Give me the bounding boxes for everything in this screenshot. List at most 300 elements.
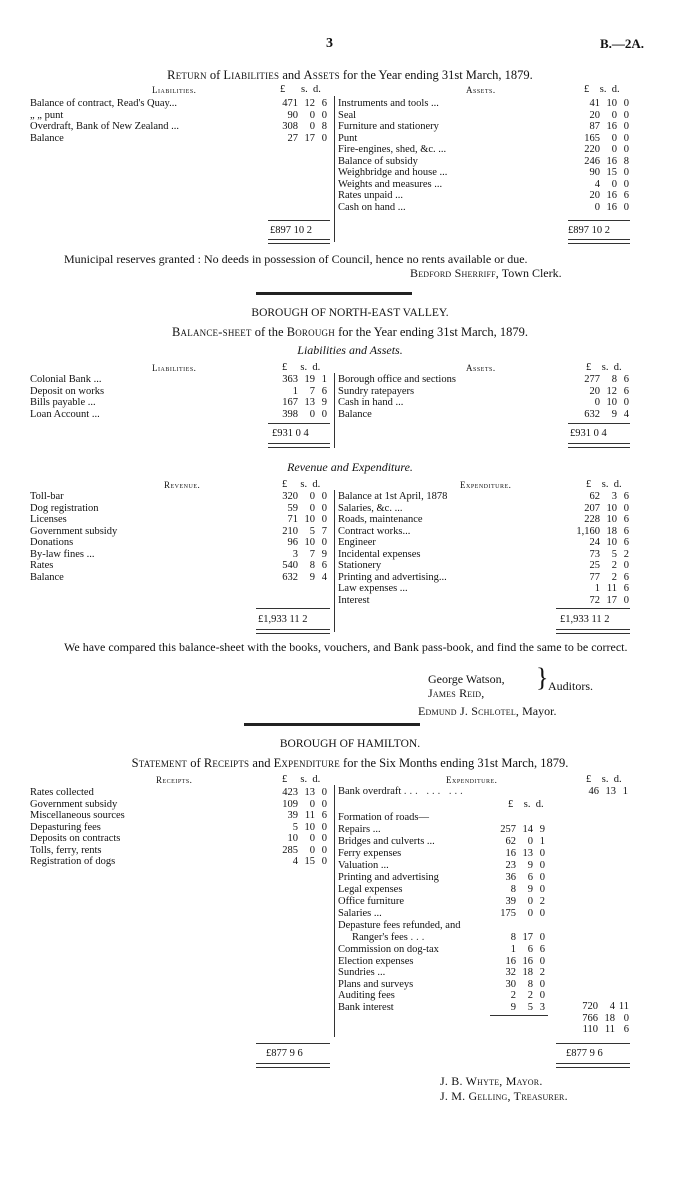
- s2-liability-row-shillings: 19: [304, 374, 315, 385]
- s1-liability-row-pence: 0: [321, 132, 327, 144]
- s3-item2-row-label: Auditing fees: [338, 990, 395, 1001]
- s1-asset-row-shillings: 0: [611, 144, 617, 155]
- s2-liability-row-pounds: 363: [282, 374, 298, 385]
- s1-asset-row-label: Punt: [338, 132, 358, 144]
- s2-revenue-row-label: Balance: [30, 571, 64, 583]
- s1-liabilities-header: Liabilities.: [152, 85, 197, 95]
- s3-item-row-pence: 0: [539, 872, 545, 883]
- s3-receipts-header: Receipts.: [156, 775, 193, 785]
- s2-expenditure-row-shillings: 10: [606, 502, 617, 514]
- s3-item-row-label: Repairs ...: [338, 824, 381, 835]
- s3-currency-header-exp: £ s. d.: [586, 774, 622, 785]
- s3-item-row-shillings: 14: [522, 824, 533, 835]
- s2-revenue-row-pounds: 210: [282, 525, 298, 537]
- s3-item2-row-pence: 2: [539, 967, 545, 978]
- s3-receipt-row-pence: 0: [321, 787, 327, 798]
- s3-item2-row-shillings: 16: [522, 955, 533, 967]
- s3-overdraft-pounds: 46: [588, 786, 599, 797]
- s1-liabilities-total: £897 10 2: [270, 225, 312, 236]
- s1-liability-row-label: „ „ punt: [30, 109, 64, 121]
- s3-item2-row-shillings: 5: [527, 1001, 533, 1013]
- s1-asset-row-label: Seal: [338, 109, 357, 121]
- s3-receipt-row-pounds: 4: [292, 856, 298, 867]
- s3-receipt-row-label: Rates collected: [30, 787, 94, 798]
- s1-title: Return of Liabilities and Assets for the Year ending 31st March, 1879.: [167, 68, 533, 82]
- s3-receipt-row-pence: 0: [321, 844, 327, 856]
- s3-receipt-row-pounds: 39: [287, 810, 298, 821]
- s2-revenue-row-pounds: 632: [282, 571, 298, 583]
- s1-liability-row-label: Balance: [30, 132, 64, 144]
- s3-borough-heading: BOROUGH OF HAMILTON.: [279, 738, 421, 750]
- s3-expenditure-total: £877 9 6: [566, 1048, 603, 1059]
- s2-revenue-row-pounds: 540: [282, 560, 298, 571]
- s1-liability-row-pounds: 27: [287, 132, 298, 144]
- s2-expenditure-row-pounds: 25: [589, 560, 600, 571]
- s1-asset-row-pounds: 0: [594, 201, 600, 213]
- s2-expenditure-row-pence: 0: [623, 594, 629, 606]
- s2-revenue-row-shillings: 0: [309, 502, 315, 514]
- s3-rangers-fees-pounds: 8: [510, 932, 516, 943]
- s1-asset-row-pounds: 90: [589, 167, 600, 178]
- s3-item2-row-pounds: 32: [505, 967, 516, 978]
- s3-item-row-shillings: 0: [527, 836, 533, 847]
- s2-expenditure-row-pence: 6: [623, 571, 629, 583]
- s1-asset-row-label: Weights and measures ...: [338, 178, 443, 190]
- s2-auditor-2: James Reid,: [428, 686, 485, 700]
- s3-receipt-row-pounds: 5: [292, 821, 298, 833]
- s2-expenditure-row-pounds: 72: [589, 594, 600, 606]
- s2-liability-row-pence: 6: [321, 385, 327, 397]
- s2-expenditure-row-label: Salaries, &c. ...: [338, 502, 403, 514]
- s1-asset-row-pounds: 87: [589, 121, 600, 132]
- s2-asset-row-label: Sundry ratepayers: [338, 385, 415, 397]
- s3-mayor-signature: J. B. Whyte, Mayor.: [440, 1074, 543, 1088]
- s2-revenue-row-pence: 0: [321, 491, 327, 502]
- s3-item2-row-pounds: 30: [505, 978, 516, 990]
- s3-item-row-label: Office furniture: [338, 896, 404, 907]
- s2-asset-row-pence: 6: [623, 385, 629, 397]
- s2-revenue-row-shillings: 7: [309, 548, 315, 560]
- document-reference: B.—2A.: [600, 36, 645, 51]
- s3-receipt-row-pence: 0: [321, 856, 327, 867]
- s3-item2-row-label: Sundries ...: [338, 967, 386, 978]
- s1-liability-row-label: Overdraft, Bank of New Zealand ...: [30, 121, 179, 132]
- s2-revenue-row-pounds: 71: [287, 514, 298, 525]
- s2-asset-row-label: Cash in hand ...: [338, 397, 404, 408]
- s3-item2-row-label: Commission on dog-tax: [338, 944, 439, 955]
- s3-sub-currency-header: £ s. d.: [508, 799, 544, 810]
- s3-receipt-row-shillings: 0: [309, 833, 315, 844]
- s1-asset-row-pence: 0: [623, 98, 629, 109]
- s2-revenue-row-shillings: 0: [309, 491, 315, 502]
- s2-revenue-row-label: Dog registration: [30, 502, 99, 514]
- s2-asset-row-pounds: 632: [584, 408, 600, 420]
- s2-expenditure-row-pence: 6: [623, 537, 629, 548]
- s3-receipt-row-label: Depasturing fees: [30, 821, 101, 833]
- s1-liability-row-pence: 8: [321, 121, 327, 132]
- s3-receipt-row-pounds: 109: [282, 798, 298, 810]
- s3-subtotal-pounds: 720: [582, 1001, 598, 1012]
- s3-overdraft-pence: 1: [622, 786, 628, 797]
- s3-item2-row-pence: 0: [539, 978, 545, 990]
- s2-expenditure-row-label: Interest: [338, 594, 370, 606]
- s1-asset-row-pence: 0: [623, 132, 629, 144]
- s2-auditor-1: George Watson,: [428, 672, 505, 686]
- s3-item-row-shillings: 0: [527, 896, 533, 907]
- s2-revenue-row-label: By-law fines ...: [30, 548, 95, 560]
- s3-item-row-pence: 1: [539, 836, 545, 847]
- s1-asset-row-pence: 0: [623, 144, 629, 155]
- s3-item-row-pence: 0: [539, 848, 545, 859]
- s2-asset-row-shillings: 10: [606, 397, 617, 408]
- s1-asset-row-pounds: 20: [589, 190, 600, 201]
- s1-currency-header-right: £ s. d.: [584, 84, 620, 95]
- s1-asset-row-pounds: 4: [594, 178, 600, 190]
- s3-item-row-pounds: 16: [505, 848, 516, 859]
- s1-asset-row-pounds: 41: [589, 98, 600, 109]
- s3-receipt-row-label: Deposits on contracts: [30, 833, 121, 844]
- s1-asset-row-label: Rates unpaid ...: [338, 190, 404, 201]
- s3-item-row-pence: 9: [539, 824, 545, 835]
- s1-asset-row-label: Cash on hand ...: [338, 201, 406, 213]
- s1-currency-header-left: £ s. d.: [280, 84, 321, 95]
- s2-expenditure-row-pounds: 207: [584, 502, 600, 514]
- s2-liability-row-label: Deposit on works: [30, 385, 105, 397]
- s2-expenditure-row-shillings: 10: [606, 514, 617, 525]
- s3-subtotal-pence: 11: [618, 1001, 629, 1012]
- s2-liability-row-pence: 9: [321, 397, 327, 408]
- s2-expenditure-row-label: Roads, maintenance: [338, 514, 423, 525]
- s2-expenditure-row-label: Balance at 1st April, 1878: [338, 491, 448, 502]
- s3-receipt-row-shillings: 10: [304, 821, 315, 833]
- s2-liabilities-header: Liabilities.: [152, 363, 197, 373]
- s2-asset-row-pence: 4: [623, 408, 629, 420]
- s3-item-row-label: Bridges and culverts ...: [338, 836, 435, 847]
- s3-item2-row-pounds: 2: [510, 990, 516, 1001]
- s3-item-row-pounds: 62: [505, 836, 516, 847]
- s3-item-row-pence: 0: [539, 884, 545, 895]
- s3-receipt-row-shillings: 0: [309, 798, 315, 810]
- s2-expenditure-row-pence: 6: [623, 583, 629, 594]
- s2-expenditure-row-pence: 2: [623, 548, 629, 560]
- s3-bank-overdraft-label: Bank overdraft ... ... ...: [338, 786, 466, 797]
- s3-receipt-row-pounds: 285: [282, 844, 298, 856]
- s2-expenditure-row-pence: 0: [623, 502, 629, 514]
- s1-liability-row-pounds: 471: [282, 98, 298, 109]
- s1-asset-row-label: Furniture and stationery: [338, 121, 439, 132]
- s3-item-row-pounds: 8: [510, 884, 516, 895]
- s2-revenue-row-pounds: 96: [287, 537, 298, 548]
- s2-revenue-row-pence: 6: [321, 560, 327, 571]
- s2-expenditure-row-pounds: 1,160: [576, 525, 600, 537]
- s3-rangers-fees-pence: 0: [539, 932, 545, 943]
- s3-receipt-row-pence: 0: [321, 798, 327, 810]
- s3-receipt-row-shillings: 15: [304, 856, 315, 867]
- s2-liability-row-pence: 1: [321, 374, 327, 385]
- s3-item2-row-pence: 6: [539, 944, 545, 955]
- s1-liability-row-label: Balance of contract, Read's Quay...: [30, 98, 177, 109]
- s3-item-row-shillings: 9: [527, 884, 533, 895]
- s2-expenditure-row-label: Stationery: [338, 560, 382, 571]
- s2-revenue-row-shillings: 10: [304, 514, 315, 525]
- s2-revenue-row-pence: 9: [321, 548, 327, 560]
- s3-receipt-row-label: Miscellaneous sources: [30, 810, 125, 821]
- s2-currency-header-left: £ s. d.: [282, 362, 321, 373]
- s3-expenditure-header: Expenditure.: [446, 775, 498, 785]
- s3-treasurer-signature: J. M. Gelling, Treasurer.: [440, 1089, 568, 1103]
- s1-asset-row-pence: 0: [623, 109, 629, 121]
- s1-asset-row-shillings: 15: [606, 167, 617, 178]
- s2-liabilities-total: £931 0 4: [272, 428, 309, 439]
- s2-expenditure-row-pence: 0: [623, 560, 629, 571]
- s2-expenditure-row-pence: 6: [623, 491, 629, 502]
- s1-liability-row-shillings: 0: [309, 109, 315, 121]
- s2-revenue-row-shillings: 5: [309, 525, 315, 537]
- s3-item2-row-pence: 3: [539, 1001, 545, 1013]
- s2-revenue-row-label: Licenses: [30, 514, 67, 525]
- s2-expenditure-row-pounds: 228: [584, 514, 600, 525]
- s1-asset-row-shillings: 16: [606, 155, 617, 167]
- s2-revenue-row-pence: 0: [321, 502, 327, 514]
- s3-receipt-row-label: Registration of dogs: [30, 856, 116, 867]
- s1-liability-row-pence: 6: [321, 98, 327, 109]
- s2-expenditure-row-shillings: 5: [611, 548, 617, 560]
- s2-expenditure-header: Expenditure.: [460, 480, 512, 490]
- s2-liability-row-shillings: 13: [304, 397, 315, 408]
- s2-expenditure-row-pounds: 77: [589, 571, 600, 583]
- s2-liability-row-label: Bills payable ...: [30, 397, 96, 408]
- s2-liability-row-pence: 0: [321, 408, 327, 420]
- s2-asset-row-pounds: 20: [589, 385, 600, 397]
- s2-liability-row-label: Loan Account ...: [30, 408, 100, 420]
- s3-depasture-fees-line: Depasture fees refunded, and: [338, 920, 461, 931]
- s3-item2-row-shillings: 8: [527, 978, 533, 990]
- s1-asset-row-pounds: 246: [584, 155, 600, 167]
- s2-asset-row-label: Balance: [338, 408, 372, 420]
- s2-expenditure-row-pounds: 24: [589, 537, 600, 548]
- s3-subtotal-shillings: 11: [604, 1024, 615, 1035]
- s1-asset-row-shillings: 0: [611, 109, 617, 121]
- s3-receipt-row-shillings: 13: [304, 787, 315, 798]
- s3-subtotal-pence: 6: [623, 1024, 629, 1035]
- s3-item2-row-shillings: 18: [522, 967, 533, 978]
- s2-asset-row-shillings: 9: [611, 408, 617, 420]
- s1-asset-row-pence: 0: [623, 167, 629, 178]
- s2-revenue-row-pounds: 3: [292, 548, 298, 560]
- s3-item-row-shillings: 13: [522, 848, 533, 859]
- s1-liability-row-shillings: 0: [309, 121, 315, 132]
- s3-receipt-row-shillings: 11: [304, 810, 315, 821]
- s3-overdraft-shillings: 13: [605, 786, 616, 797]
- s2-audit-statement: We have compared this balance-sheet with the books, vouchers, and Bank pass-book, and find the same to be correct.: [64, 640, 628, 654]
- s2-assets-total: £931 0 4: [570, 428, 607, 439]
- s3-receipt-row-pounds: 10: [287, 833, 298, 844]
- s3-item-row-pounds: 23: [505, 860, 516, 871]
- s3-item-row-label: Valuation ...: [338, 860, 389, 871]
- s3-receipt-row-pounds: 423: [282, 787, 298, 798]
- s2-expenditure-row-pence: 6: [623, 514, 629, 525]
- s3-subtotal-shillings: 18: [604, 1012, 615, 1024]
- s3-item-row-label: Legal expenses: [338, 884, 403, 895]
- s3-item-row-pounds: 36: [505, 872, 516, 883]
- s1-asset-row-pence: 0: [623, 201, 629, 213]
- s3-item-row-shillings: 6: [527, 872, 533, 883]
- s3-item2-row-pence: 0: [539, 990, 545, 1001]
- s2-expenditure-row-pounds: 62: [589, 491, 600, 502]
- s3-item2-row-pence: 0: [539, 955, 545, 967]
- s3-item-row-label: Printing and advertising: [338, 872, 439, 883]
- s2-currency-header-rev: £ s. d.: [282, 479, 321, 490]
- s2-revenue-row-pence: 7: [321, 525, 327, 537]
- s3-receipt-row-pence: 6: [321, 810, 327, 821]
- s3-receipts-total: £877 9 6: [266, 1048, 303, 1059]
- s2-expenditure-row-label: Incidental expenses: [338, 548, 421, 560]
- s2-asset-row-pounds: 277: [584, 374, 600, 385]
- s2-liability-row-pounds: 167: [282, 397, 298, 408]
- s2-expenditure-row-label: Contract works...: [338, 525, 411, 537]
- s2-assets-header: Assets.: [466, 363, 496, 373]
- s1-assets-total: £897 10 2: [568, 225, 610, 236]
- s3-item-row-shillings: 0: [527, 908, 533, 919]
- s2-expenditure-row-pounds: 1: [594, 583, 600, 594]
- s3-item2-row-label: Election expenses: [338, 955, 414, 967]
- s1-liability-row-pounds: 308: [282, 121, 298, 132]
- s3-rangers-fees-shillings: 17: [522, 932, 533, 943]
- s2-expenditure-row-shillings: 10: [606, 537, 617, 548]
- s1-asset-row-label: Instruments and tools ...: [338, 98, 439, 109]
- s2-revenue-row-pounds: 320: [282, 491, 298, 502]
- s2-revenue-row-label: Rates: [30, 560, 54, 571]
- s1-liability-row-pence: 0: [321, 109, 327, 121]
- s2-expenditure-total: £1,933 11 2: [560, 614, 610, 625]
- s1-liability-row-pounds: 90: [287, 109, 298, 121]
- s2-revenue-row-pence: 4: [321, 571, 327, 583]
- s2-title: Balance-sheet of the Borough for the Year ending 31st March, 1879.: [172, 325, 528, 339]
- s1-asset-row-shillings: 16: [606, 121, 617, 132]
- s3-title: Statement of Receipts and Expenditure for the Six Months ending 31st March, 1879.: [131, 756, 569, 770]
- s1-assets-header: Assets.: [466, 85, 496, 95]
- s2-liabilities-assets-subtitle: Liabilities and Assets.: [297, 343, 403, 357]
- s2-currency-header-right: £ s. d.: [586, 362, 622, 373]
- s2-revenue-row-shillings: 9: [309, 571, 315, 583]
- s2-revenue-row-shillings: 10: [304, 537, 315, 548]
- s2-revenue-expenditure-subtitle: Revenue and Expenditure.: [287, 460, 413, 474]
- s2-expenditure-row-shillings: 17: [606, 594, 617, 606]
- s3-item2-row-shillings: 6: [527, 944, 533, 955]
- s1-asset-row-pounds: 165: [584, 132, 600, 144]
- s3-item2-row-label: Bank interest: [338, 1001, 394, 1013]
- s2-expenditure-row-shillings: 2: [611, 571, 617, 583]
- s2-borough-heading: BOROUGH OF NORTH-EAST VALLEY.: [251, 307, 449, 319]
- s2-expenditure-row-shillings: 11: [606, 583, 617, 594]
- s2-revenue-total: £1,933 11 2: [258, 614, 308, 625]
- s2-revenue-row-pence: 0: [321, 514, 327, 525]
- s2-asset-row-pounds: 0: [594, 397, 600, 408]
- page-number: 3: [326, 36, 333, 51]
- s3-subtotal-shillings: 4: [609, 1001, 615, 1012]
- s3-receipt-row-pence: 0: [321, 821, 327, 833]
- s3-item-row-pence: 2: [539, 896, 545, 907]
- s3-item-row-pounds: 175: [500, 908, 516, 919]
- s2-expenditure-row-label: Engineer: [338, 537, 376, 548]
- s3-receipt-row-shillings: 0: [309, 844, 315, 856]
- s1-asset-row-pounds: 220: [584, 144, 600, 155]
- s3-currency-header-rec: £ s. d.: [282, 774, 321, 785]
- s1-asset-row-pence: 0: [623, 121, 629, 132]
- s1-asset-row-label: Weighbridge and house ...: [338, 167, 448, 178]
- s2-expenditure-row-label: Law expenses ...: [338, 583, 408, 594]
- s2-expenditure-row-shillings: 18: [606, 525, 617, 537]
- s2-asset-row-shillings: 8: [611, 374, 617, 385]
- s1-asset-row-pence: 6: [623, 190, 629, 201]
- s2-auditors-label: Auditors.: [548, 679, 593, 693]
- s2-revenue-row-label: Toll-bar: [30, 491, 64, 502]
- s2-asset-row-pence: 6: [623, 374, 629, 385]
- s2-liability-row-shillings: 7: [309, 385, 315, 397]
- s1-asset-row-shillings: 10: [606, 98, 617, 109]
- s3-item2-row-shillings: 2: [527, 990, 533, 1001]
- s3-subtotal-pence: 0: [623, 1012, 629, 1024]
- s2-expenditure-row-shillings: 3: [611, 491, 617, 502]
- s2-auditors-brace: }: [536, 663, 549, 692]
- s2-asset-row-label: Borough office and sections: [338, 374, 456, 385]
- s1-asset-row-pounds: 20: [589, 109, 600, 121]
- s2-revenue-row-pence: 0: [321, 537, 327, 548]
- s3-receipt-row-pence: 0: [321, 833, 327, 844]
- s3-item-row-label: Salaries ...: [338, 908, 382, 919]
- s2-liability-row-pounds: 398: [282, 408, 298, 420]
- s3-item-row-pence: 0: [539, 860, 545, 871]
- s1-asset-row-pence: 0: [623, 178, 629, 190]
- s2-revenue-row-shillings: 8: [309, 560, 315, 571]
- s2-revenue-row-label: Donations: [30, 537, 74, 548]
- s2-revenue-row-pounds: 59: [287, 502, 298, 514]
- s1-asset-row-shillings: 16: [606, 201, 617, 213]
- s3-subtotal-pounds: 110: [582, 1024, 598, 1035]
- s2-revenue-row-label: Government subsidy: [30, 525, 118, 537]
- s2-liability-row-pounds: 1: [292, 385, 298, 397]
- s2-expenditure-row-label: Printing and advertising...: [338, 571, 447, 583]
- s3-item-row-pence: 0: [539, 908, 545, 919]
- s1-asset-row-label: Balance of subsidy: [338, 155, 418, 167]
- s1-asset-row-label: Fire-engines, shed, &c. ...: [338, 144, 447, 155]
- s3-formation-of-roads: Formation of roads—: [338, 812, 429, 823]
- s2-mayor-signature: Edmund J. Schlotel, Mayor.: [418, 704, 557, 718]
- s1-liability-row-shillings: 12: [304, 98, 315, 109]
- s2-asset-row-shillings: 12: [606, 385, 617, 397]
- s3-receipt-row-label: Government subsidy: [30, 798, 118, 810]
- s2-currency-header-exp: £ s. d.: [586, 479, 622, 490]
- s3-item-row-pounds: 39: [505, 896, 516, 907]
- s1-town-clerk-signature: Bedford Sherriff, Town Clerk.: [410, 266, 562, 280]
- s1-liability-row-shillings: 17: [304, 132, 315, 144]
- s3-item2-row-pounds: 9: [510, 1001, 516, 1013]
- s2-liability-row-label: Colonial Bank ...: [30, 374, 102, 385]
- s1-reserves-note: Municipal reserves granted : No deeds in possession of Council, hence no rents available or due.: [64, 252, 528, 266]
- s3-receipt-row-label: Tolls, ferry, rents: [30, 844, 102, 856]
- s2-revenue-header: Revenue.: [164, 480, 201, 490]
- s3-item2-row-pounds: 1: [510, 944, 516, 955]
- s3-item-row-label: Ferry expenses: [338, 848, 402, 859]
- s1-asset-row-shillings: 16: [606, 190, 617, 201]
- s2-asset-row-pence: 0: [623, 397, 629, 408]
- s3-item2-row-label: Plans and surveys: [338, 978, 414, 990]
- s1-asset-row-pence: 8: [623, 155, 629, 167]
- s2-liability-row-shillings: 0: [309, 408, 315, 420]
- s3-subtotal-pounds: 766: [582, 1012, 598, 1024]
- s3-rangers-fees-label: Ranger's fees ...: [352, 932, 428, 943]
- s2-expenditure-row-pounds: 73: [589, 548, 600, 560]
